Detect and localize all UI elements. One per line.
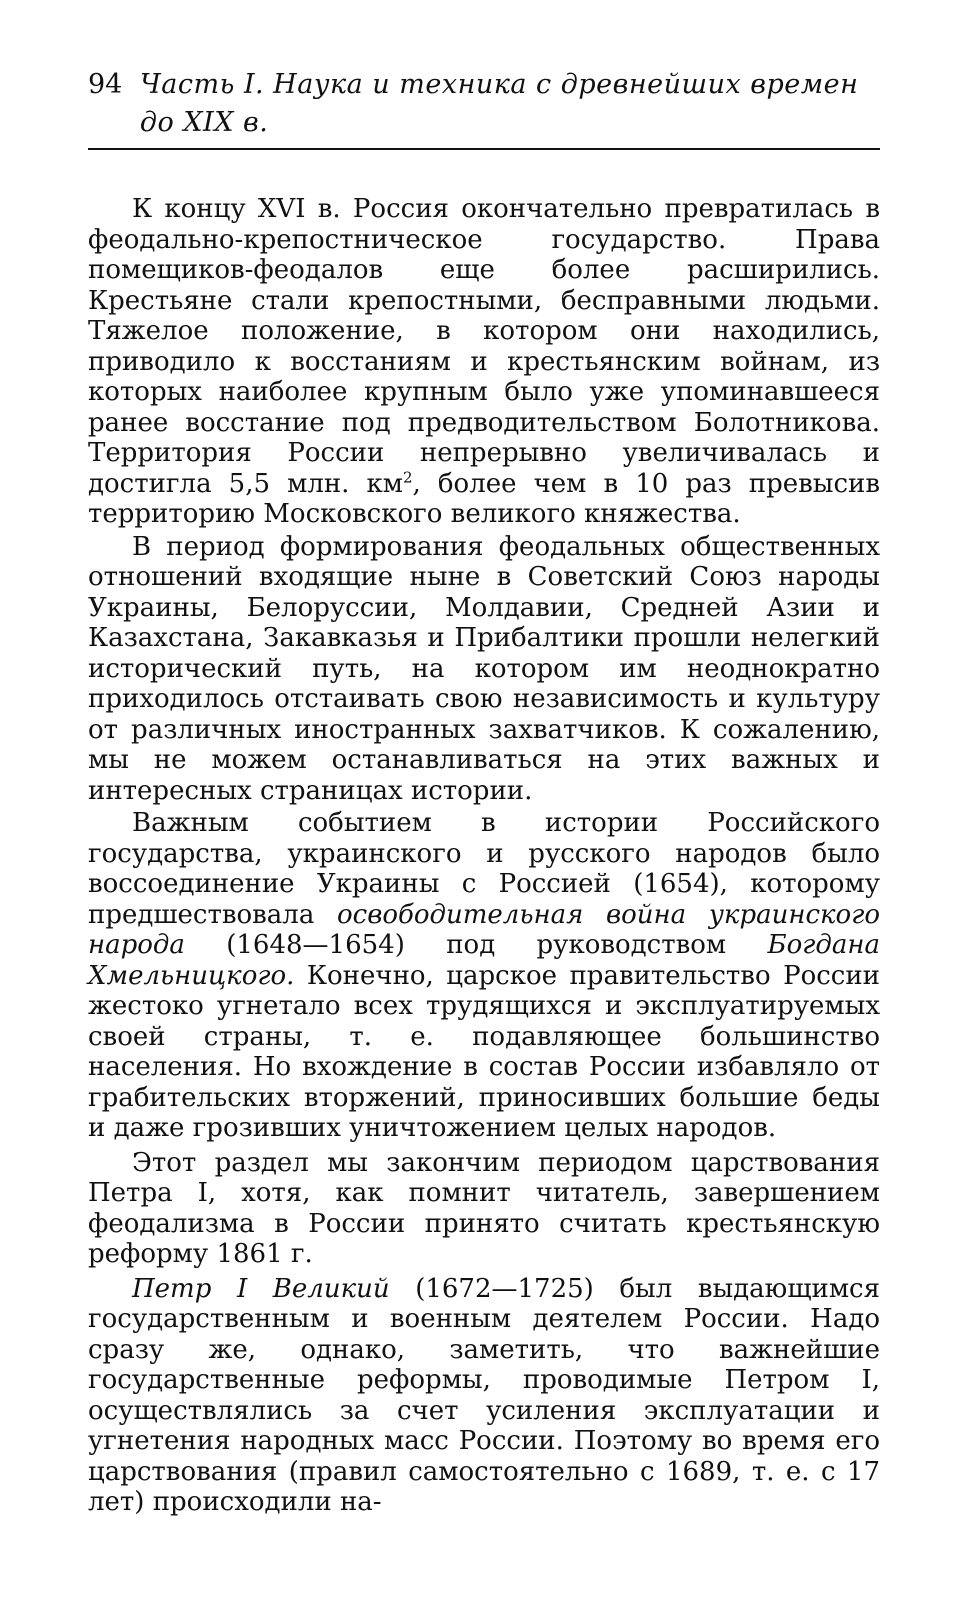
paragraph-3-italic-2: Богдана Хмельницкого. xyxy=(88,930,880,991)
page-number: 94 xyxy=(88,69,123,100)
paragraph-1-end: , более чем в 10 раз превысив территорию Московского великого княжества. xyxy=(88,468,880,529)
paragraph-5-text: (1672—1725) был выдающимся государственным и военным деятелем России. Надо сразу же, однако, заметить, что важнейшие государственные реформы, проводимые Петром I, осуществлялись за счет усиления эксплуатации и угнетения народных масс России. Поэтому во время его царствования (правил самостоятельно с 1689, т. е. с 17 лет) происходили на- xyxy=(88,1273,881,1517)
paragraph-3-italic-1: освободительная война украинского народа xyxy=(88,899,880,960)
paragraph-5-italic: Петр I Великий xyxy=(132,1273,390,1304)
paragraph-3 xyxy=(88,808,880,1144)
paragraph-2: В период формирования феодальных общественных отношений входящие ныне в Советский Союз народы Украины, Белоруссии, Молдавии, Средней Азии и Казахстана, Закавказья и Прибалтики прошли нелегкий исторический путь, на котором им неоднократно приходилось отстаивать свою независимость и культуру от различных иностранных захватчиков. К сожалению, мы не можем останавливаться на этих важных и интересных страницах истории. xyxy=(88,531,880,806)
paragraph-3-c: Конечно, царское правительство России жестоко угнетало всех трудящихся и эксплуатируемых своей страны, т. е. подавляющее большинство населения. Но вхождение в состав России избавляло от грабительских вторжений, приносивших большие беды и даже грозивших уничтожением целых народов. xyxy=(88,960,880,1143)
paragraph-3-a: Важным событием в истории Российского государства, украинского и русского народов было воссоединение Украины с Россией (1654), которому предшествовала xyxy=(88,808,880,930)
book-page xyxy=(88,66,880,1520)
paragraph-4: Этот раздел мы закончим периодом царствования Петра I, хотя, как помнит читатель, завершением феодализма в России принято считать крестьянскую реформу 1861 г. xyxy=(88,1147,880,1269)
paragraph-5 xyxy=(88,1274,880,1518)
superscript-2: 2 xyxy=(403,467,413,486)
paragraph-1-text: К концу XVI в. Россия окончательно превратилась в феодально-крепостническое государство. Права помещиков-феодалов еще более расширились. Крестьяне стали крепостными, бесправными людьми. Тяжелое положение, в котором они находились, приводило к восстаниям и крестьянским войнам, из которых наиболее крупным было уже упоминавшееся ранее восстание под предводительством Болотникова. Территория России непрерывно увеличивалась и достигла 5,5 млн. км xyxy=(88,194,880,499)
paragraph-1 xyxy=(88,194,880,530)
paragraph-3-b: (1648—1654) под руководством xyxy=(184,930,768,960)
body-text xyxy=(88,194,880,1518)
running-head-title: Часть I. Наука и техника с древнейших времен до XIX в. xyxy=(139,69,859,138)
running-head xyxy=(88,66,880,150)
